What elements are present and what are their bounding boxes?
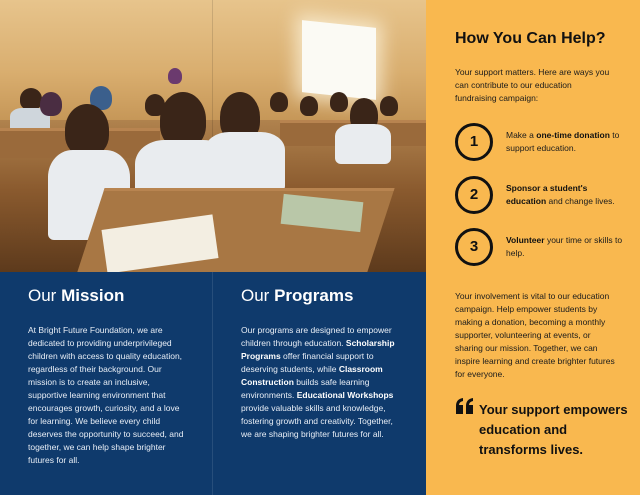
mission-heading: Our Mission [28, 286, 125, 305]
step-number-circle: 2 [455, 176, 493, 214]
help-panel [426, 0, 640, 495]
quote-icon [455, 397, 475, 415]
step-text: Volunteer your time or skills to help. [506, 235, 623, 258]
help-step [455, 123, 625, 163]
programs-body: Our programs are designed to empower children through education. Scholarship Programs offer financial support to deserving students, while Classroom Construction builds safe learning environments. Educational Workshops provide valuable skills and knowledge, fostering growth and creativity. Together, we are shaping brighter futures for all. [241, 325, 395, 439]
help-outro: Your involvement is vital to our education campaign. Help empower students by making a donation, becoming a monthly supporter, volunteering at events, or sharing our mission. Together, we can inspire learning and create brighter futures for everyone. [455, 291, 615, 379]
programs-section [241, 272, 403, 441]
step-number-circle: 1 [455, 123, 493, 161]
help-step [455, 176, 625, 216]
step-number-circle: 3 [455, 228, 493, 266]
support-quote: Your support empowers education and transforms lives. [479, 402, 628, 457]
step-text: Sponsor a student's education and change lives. [506, 183, 615, 206]
programs-heading: Our Programs [241, 286, 354, 305]
help-title: How You Can Help? [455, 30, 606, 47]
help-intro: Your support matters. Here are ways you can contribute to our education fundraising campaign: [455, 67, 610, 103]
educational-workshops: Educational Workshops [296, 390, 394, 400]
mission-section [28, 272, 188, 467]
step-text: Make a one-time donation to support education. [506, 130, 620, 153]
classroom-photo [0, 0, 426, 272]
help-step [455, 228, 625, 268]
classroom-construction: Classroom Construction [241, 364, 383, 387]
mission-body: At Bright Future Foundation, we are dedicated to providing underprivileged children with access to quality education, regardless of their background. Our mission is to create an inclusive, supportive learning environment that encourages growth, curiosity, and a love for learning. We believe every child deserves the opportunity to succeed, and together, we can help shape brighter futures for all. [28, 325, 184, 465]
info-panel [0, 272, 426, 495]
scholarship-programs: Scholarship Programs [241, 338, 395, 361]
